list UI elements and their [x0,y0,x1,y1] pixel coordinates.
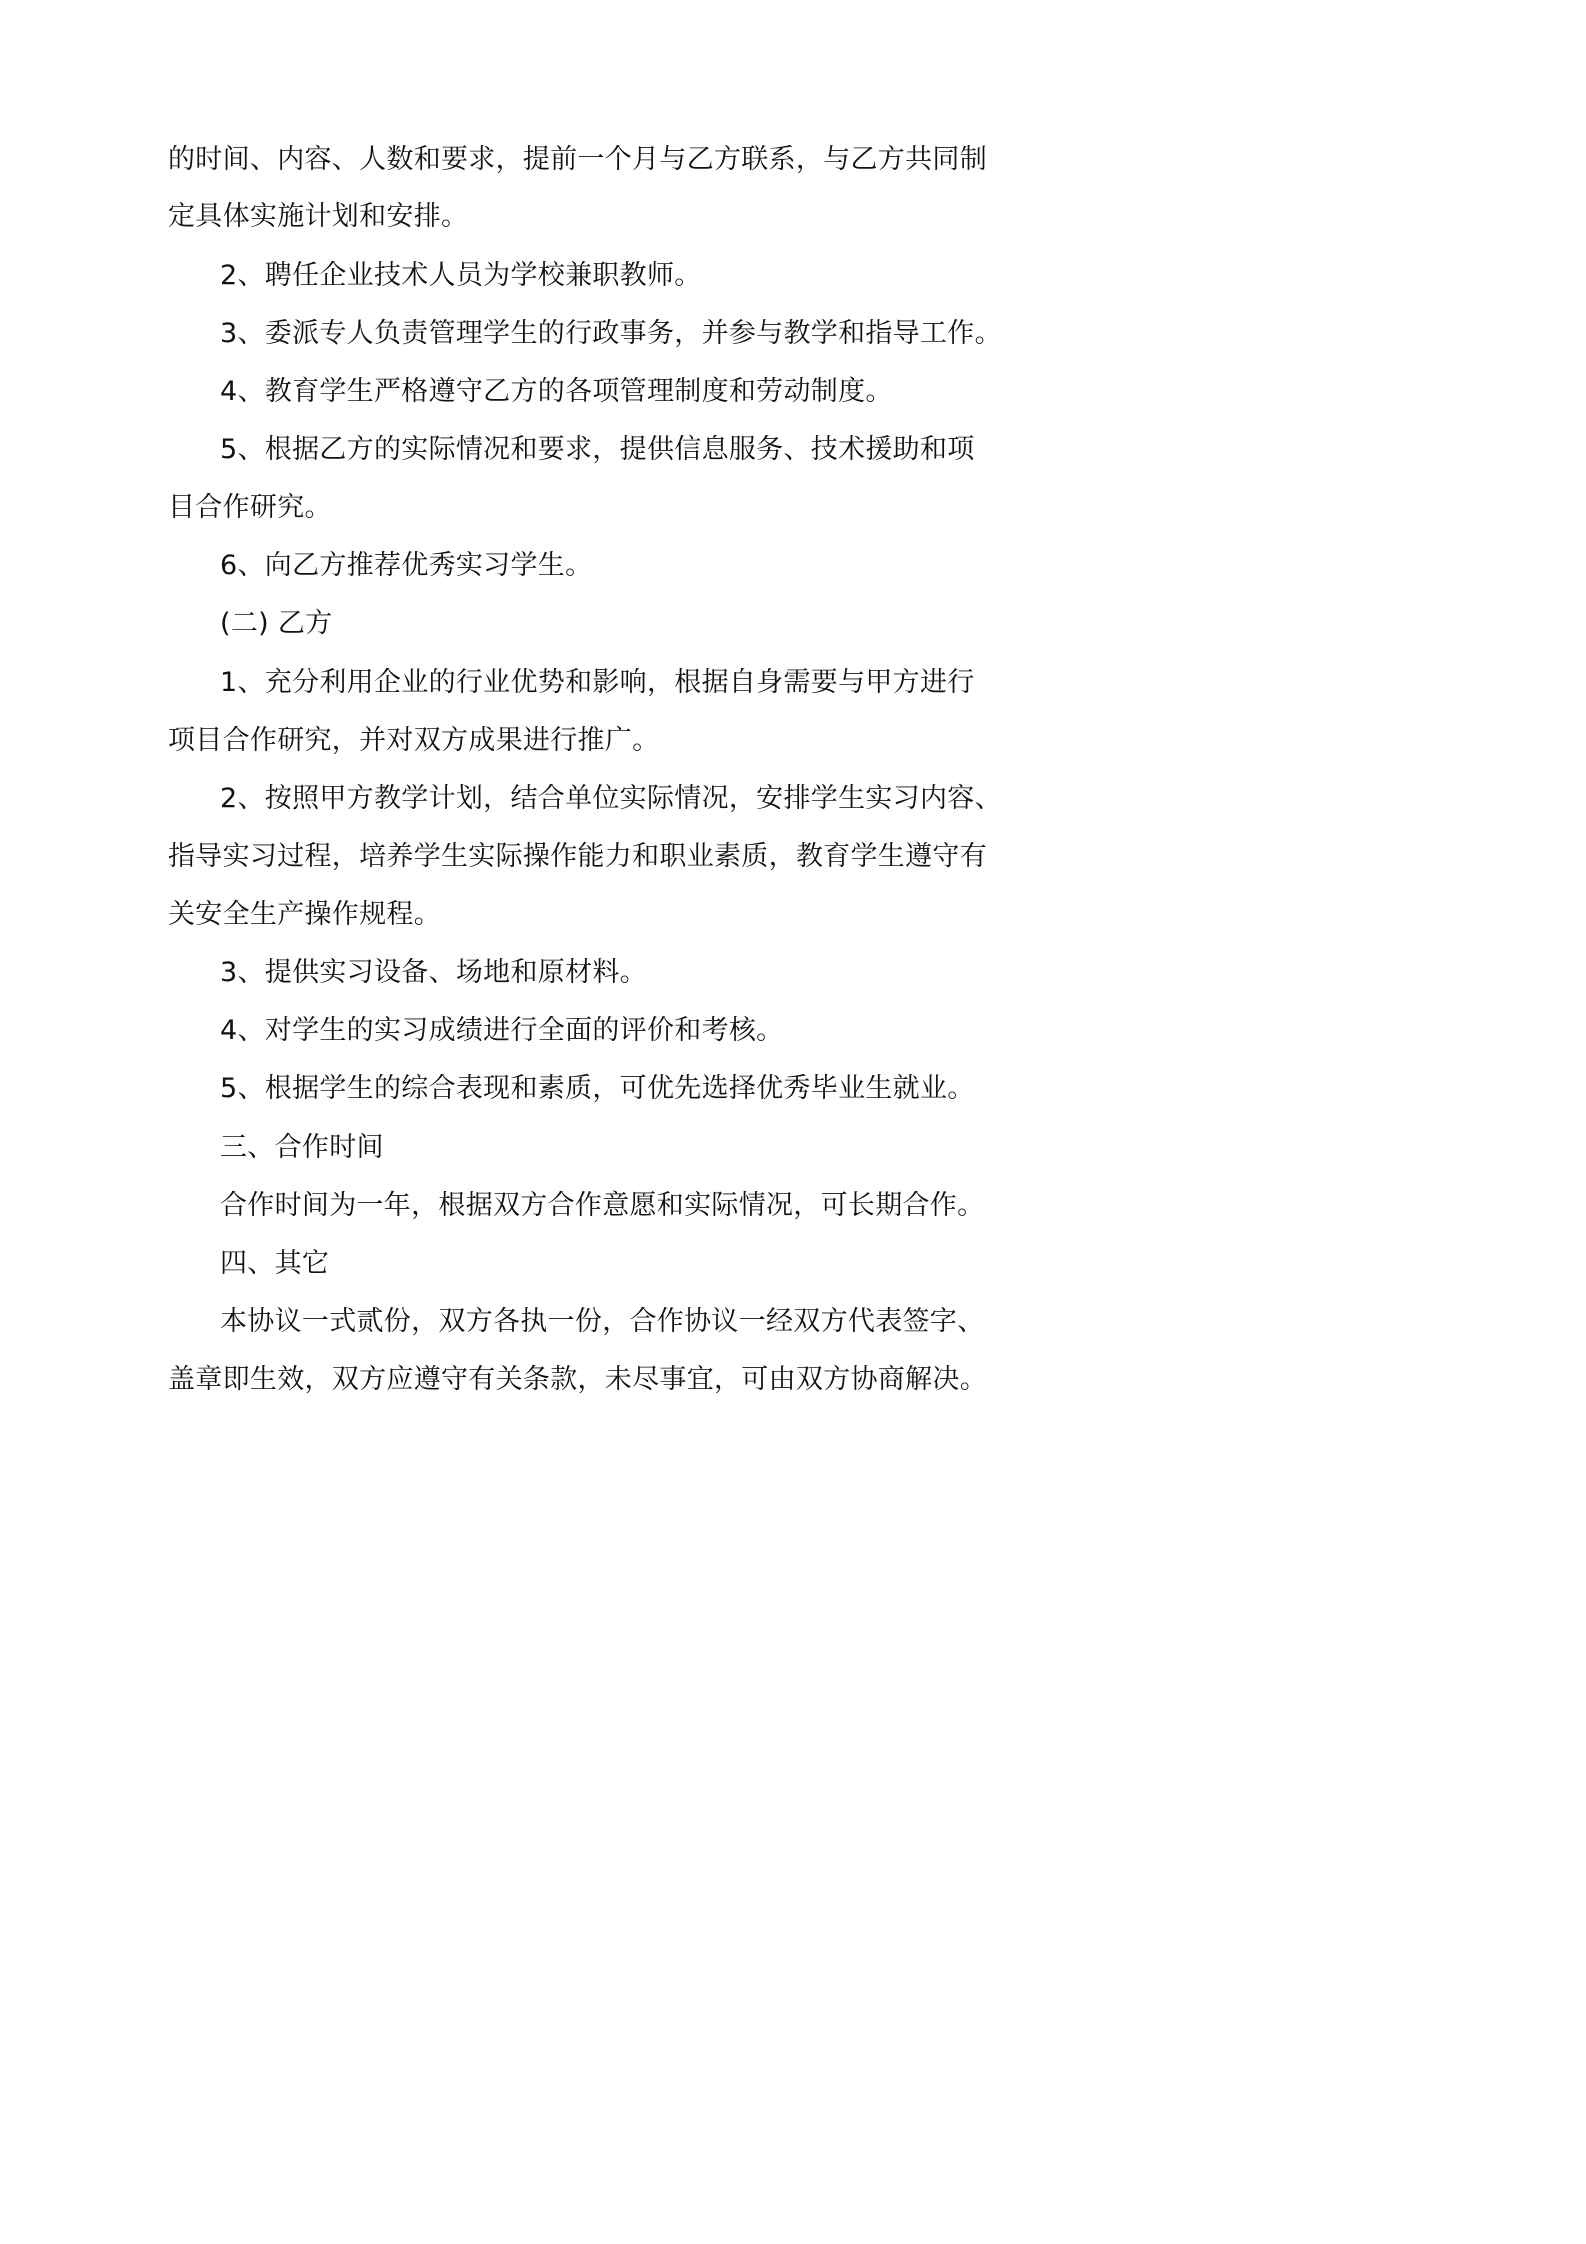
section-heading: (二) 乙方 [220,608,333,639]
list-item: 1、充分利用企业的行业优势和影响，根据自身需要与甲方进行 [220,667,975,698]
list-item: 2、聘任企业技术人员为学校兼职教师。 [220,260,702,291]
paragraph-line: 合作时间为一年，根据双方合作意愿和实际情况，可长期合作。 [220,1190,985,1221]
text-line: 盖章即生效，双方应遵守有关条款，未尽事宜，可由双方协商解决。 [168,1364,987,1395]
paragraph-line: 本协议一式贰份，双方各执一份，合作协议一经双方代表签字、 [220,1306,985,1337]
list-item: 3、委派专人负责管理学生的行政事务，并参与教学和指导工作。 [220,318,1002,349]
list-item: 5、根据乙方的实际情况和要求，提供信息服务、技术援助和项 [220,434,975,465]
text-line: 定具体实施计划和安排。 [168,201,469,232]
section-heading: 三、合作时间 [220,1132,384,1163]
list-item: 4、对学生的实习成绩进行全面的评价和考核。 [220,1015,784,1046]
list-item: 6、向乙方推荐优秀实习学生。 [220,550,593,581]
list-item: 5、根据学生的综合表现和素质，可优先选择优秀毕业生就业。 [220,1073,975,1104]
text-line: 目合作研究。 [168,492,332,523]
list-item: 2、按照甲方教学计划，结合单位实际情况，安排学生实习内容、 [220,783,1002,814]
text-line: 关安全生产操作规程。 [168,899,441,930]
document-page [0,0,1102,1559]
section-heading: 四、其它 [220,1248,330,1279]
text-line: 项目合作研究，并对双方成果进行推广。 [168,725,660,756]
list-item: 4、教育学生严格遵守乙方的各项管理制度和劳动制度。 [220,376,893,407]
text-line: 的时间、内容、人数和要求，提前一个月与乙方联系，与乙方共同制 [168,144,987,175]
text-line: 指导实习过程，培养学生实际操作能力和职业素质，教育学生遵守有 [168,841,987,872]
list-item: 3、提供实习设备、场地和原材料。 [220,957,647,988]
